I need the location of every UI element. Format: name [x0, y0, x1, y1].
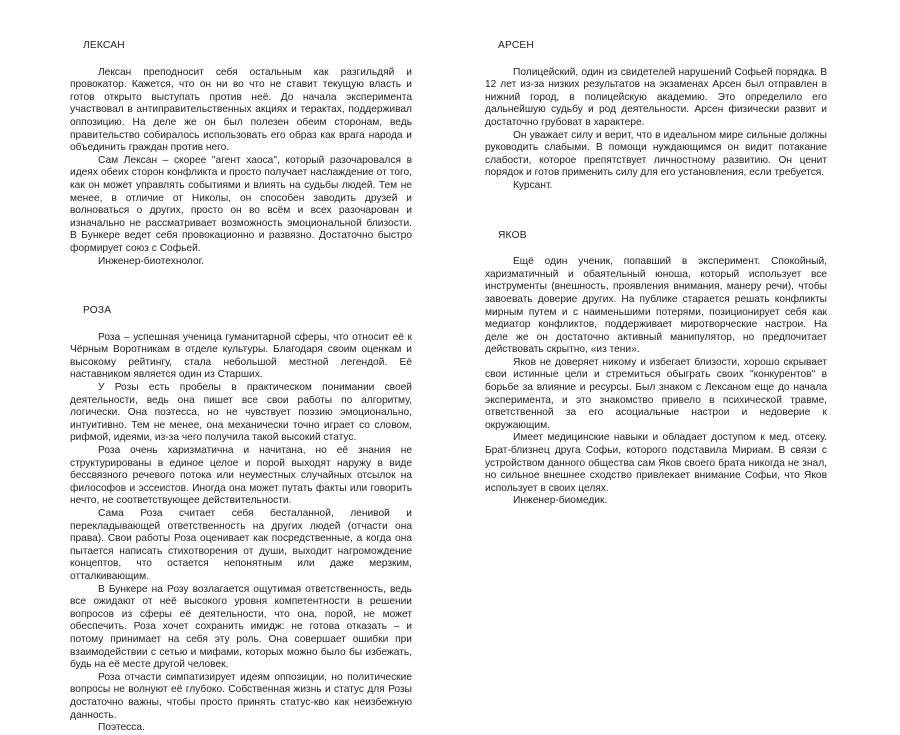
paragraph: Яков не доверяет никому и избегает близости, хорошо скрывает свои истинные цели и стремиться обыграть своих "конкурентов" в борьбе за влияние и ресурсы. Был знаком с Лексаном еще до начала эксперимента, и это знакомство привело в психической травме, ответственной за его асоциальные настрои и недоверие к окружающим.	[485, 356, 827, 431]
section-heading: ЛЕКСАН	[83, 40, 125, 51]
section-heading: РОЗА	[83, 305, 112, 317]
section-roza	[70, 305, 412, 735]
section-leksan	[70, 40, 412, 268]
paragraph: Сама Роза считает себя бесталанной, ленивой и перекладывающей ответственность на других людей (отчасти она права). Свои работы Роза оценивает как посредственные, а когда она пытается написать стихотворения от души, выходит нагромождение концептов, что остается непонятным или даже мерзким, отталкивающим.	[70, 508, 412, 582]
paragraph: Ещё один ученик, попавший в эксперимент. Спокойный, харизматичный и обаятельный юноша, который использует все инструменты (внешность, проявления внимания, манеру речи), чтобы завоевать доверие других. На публике старается решать конфликты мирным путем и с наименьшими потерями, позиционирует себя как медиатор конфликтов, поддерживает миротворческие настрои. На деле же он достаточно активный манипулятор, но предпочитает действовать скрытно, «из тени».	[485, 256, 827, 356]
role-line: Инженер-биотехнолог.	[98, 255, 204, 267]
section-heading: АРСЕН	[498, 40, 534, 51]
section-gap	[70, 268, 412, 305]
section-arsen	[485, 40, 827, 193]
paragraph: Имеет медицинские навыки и обладает доступом к мед. отсеку. Брат-близнец друга Софьи, которого подставила Мириам. В связи с устройством данного общества сам Яков своего брата никогда не знал, но сильное внешнее сходство привлекает внимание Софьи, что Яков использует в своих целях.	[485, 432, 827, 494]
role-line: Поэтесса.	[98, 722, 145, 734]
section-gap	[485, 193, 827, 230]
role-line: Инженер-биомедик.	[513, 495, 608, 507]
paragraph: Роза – успешная ученица гуманитарной сферы, что относит её к Чёрным Воротникам в отделе культуры. Благодаря своим оценкам и высокому рейтингу, стала небольшой местной легендой. Её наставником является один из Старших.	[70, 331, 412, 381]
section-yakov	[485, 230, 827, 508]
paragraph: Роза отчасти симпатизирует идеям оппозиции, но политические вопросы не волнуют её глубоко. Собственная жизнь и статус для Розы достаточно важны, чтобы просто принять статус-кво как неизбежную данность.	[70, 671, 412, 721]
section-heading: ЯКОВ	[498, 229, 527, 241]
paragraph: Сам Лексан – скорее "агент хаоса", который разочаровался в идеях обеих сторон конфликта и просто получает наслаждение от того, как он может управлять событиями и влиять на судьбы людей. Тем не менее, в отличие от Николы, он способен заводить друзей и волноваться о других, просто он во всём и всех разочарован и изначально не рассматривает возможность эмоциональной близости. В Бункере ведет себя провокационно и развязно. Достаточно быстро формирует союз с Софьей.	[70, 154, 412, 254]
paragraph: У Розы есть пробелы в практическом понимании своей деятельности, ведь она пишет все свои работы по алгоритму, логически. Она поэтесса, но не чувствует поэзию эмоционально, интуитивно. Тем не менее, она механически точно играет со словом, рифмой, идеями, из-за чего получила такой высокий статус.	[70, 382, 412, 444]
role-line: Курсант.	[513, 179, 553, 191]
right-column	[485, 40, 827, 508]
paragraph: В Бункере на Розу возлагается ощутимая ответственность, ведь все ожидают от неё высокого уровня компетентности в решении вопросов из сферы её деятельности, что она, порой, не может обеспечить. Роза хочет сохранить имидж: не готова отказать – и потому принимает на себя эту роль. Она совершает ошибки при взаимодействии с сетью и мифами, которых можно было бы избежать, будь на её месте другой человек.	[70, 583, 412, 671]
left-column	[70, 40, 412, 735]
paragraph: Он уважает силу и верит, что в идеальном мире сильные должны руководить слабыми. В помощи нуждающимся он видит потакание слабости, которое препятствует личностному развитию. Он ценит порядок и готов применить силу для его установления, если требуется.	[485, 129, 827, 179]
paragraph: Лексан преподносит себя остальным как разгильдяй и провокатор. Кажется, что он ни во что не ставит текущую власть и готов открыто выступать против неё. До начала эксперимента участвовал в антиправительственных акциях и терактах, поддерживал оппозицию. На деле же он был полезен обеим сторонам, ведь правительство собиралось использовать его образ как врага народа и объединить граждан против него.	[70, 66, 412, 154]
paragraph: Полицейский, один из свидетелей нарушений Софьей порядка. В 12 лет из-за низких результатов на экзаменах Арсен был отправлен в нижний город, в полицейскую академию. Это определило его дальнейшую судьбу и род деятельности. Арсен физически развит и достаточно грубоват в характере.	[485, 66, 827, 128]
paragraph: Роза очень харизматична и начитана, но её знания не структурированы в единое целое и порой выходят наружу в виде бессвязного речевого потока или неуместных случайных отсылок на философов и эссеистов. Иногда она может путать факты или говорить нечто, не соответствующее действительности.	[70, 445, 412, 507]
